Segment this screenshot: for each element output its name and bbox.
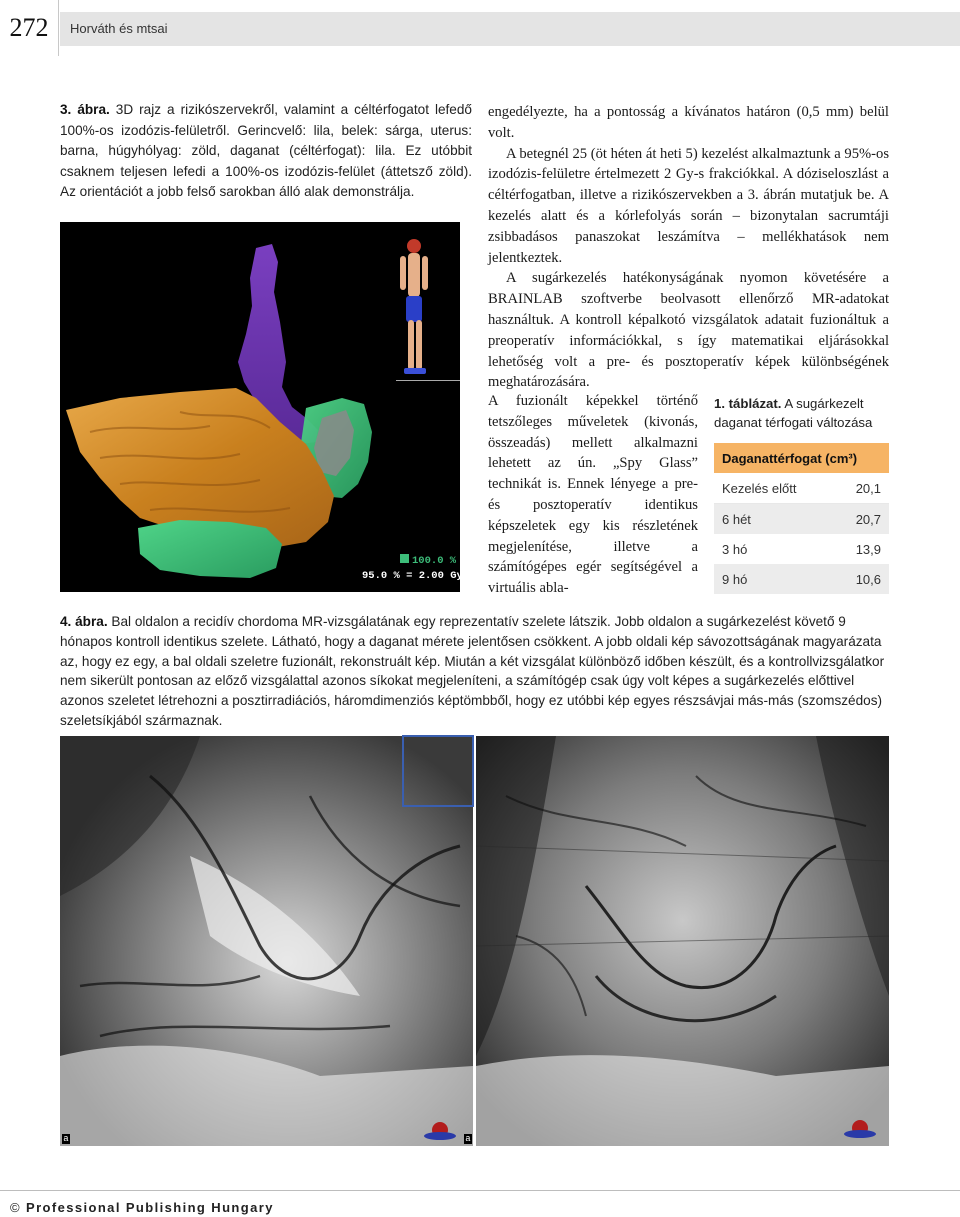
- legend-swatch: [400, 554, 409, 563]
- table-row: [714, 473, 889, 504]
- running-header-author: Horváth és mtsai: [70, 21, 168, 36]
- mri-left-image: [60, 736, 473, 1146]
- mri-left-panel: [60, 736, 473, 1146]
- legend-line1: 100.0 %: [412, 555, 457, 567]
- figure4-label: 4. ábra.: [60, 614, 108, 629]
- footer-rule: [0, 1190, 960, 1191]
- mri-right-letter: a: [465, 1134, 471, 1144]
- body-paragraph-2: A betegnél 25 (öt héten át heti 5) kezelést alkalmaztunk a 95%-os izodózis-felületre értelmezett 2 Gy-s frakciókkal. A dóziseloszlást a céltérfogatban, illetve a rizikószervekben a 3. ábrán mutatjuk be. A kezelés alatt és a kórlefolyás során – bizonytalan sacrumtáji zsibbadásos panaszokat leszámítva – mellékhatások nem jelentkeztek.: [488, 145, 889, 266]
- footer: [10, 1200, 274, 1215]
- mri-right-panel: [465, 736, 889, 1146]
- body-paragraph-4: A fuzionált képekkel történő tetszőleges műveletek (kivonás, összeadás) mellett alkalmazni lehetett az ún. „Spy Glass” technikát is. Ennek lényege a pre- és posztoperatív identikus képszeletek egy kis részletének megjelenítése, illetve a számítógépes egér segítségével a virtuális abla-: [488, 393, 698, 597]
- row-label: Kezelés előtt: [714, 473, 834, 504]
- table1-label: 1. táblázat.: [714, 396, 782, 411]
- publisher-name: Professional Publishing Hungary: [26, 1200, 274, 1215]
- row-value: 20,1: [834, 473, 889, 504]
- table-row: [714, 564, 889, 594]
- legend-line2: 95.0 % = 2.00 Gy: [362, 570, 463, 582]
- row-value: 13,9: [855, 541, 881, 557]
- orientation-figure: [396, 238, 460, 388]
- table1: [714, 443, 889, 594]
- body-paragraph-1: engedélyezte, ha a pontosság a kívánatos határon (0,5 mm) belül volt.: [488, 104, 889, 141]
- figure3-image: [60, 222, 463, 592]
- figure3-label: 3. ábra.: [60, 102, 110, 117]
- figure4-caption: [60, 612, 890, 731]
- table-row: [714, 504, 889, 535]
- mri-right-image: [476, 736, 889, 1146]
- table1-title: [714, 394, 890, 432]
- figure3-3d-render: [60, 222, 463, 592]
- figure3-caption: [60, 100, 472, 203]
- uterus-shape: [138, 520, 282, 578]
- body-text-narrow: [488, 391, 698, 599]
- mri-left-letter: a: [63, 1134, 69, 1144]
- row-value: 20,7: [834, 504, 889, 535]
- row-value: 10,6: [834, 564, 889, 594]
- body-text: [488, 102, 889, 393]
- figure4-caption-text: Bal oldalon a recidív chordoma MR-vizsgálatának egy reprezentatív szelete látszik. Jobb oldalon a sugárkezelést követő 9 hónapos kontroll identikus szelete. Látható, hogy a daganat mérete jelentősen csökkent. A jobb oldali kép sávozottságának magyarázata az, hogy ez egy, a bal oldali szeletre fuzionált, rekonstruált kép. Miután a két vizsgálat különböző időben készült, és a kontrollvizsgálatkor nem sikerült pontosan az előző vizsgálattal azonos síkokat megjeleníteni, a számítógép csak úgy volt képes a sugárkezelés előttivel azonos szeletet létrehozni a posztirradiációs, háromdimenziós képtömbből, hogy ez utóbbi kép egyes részsávjai más-más (szomszédos) szeletsíkjából származnak.: [60, 614, 885, 728]
- table1-title-text: A sugárkezelt daganat térfogati változása: [714, 396, 873, 430]
- header-band: [60, 12, 960, 46]
- row-label: 3 hó: [722, 541, 748, 557]
- page-number: 272: [0, 0, 59, 56]
- row-label: 6 hét: [714, 504, 834, 535]
- copyright-symbol: ©: [10, 1200, 21, 1215]
- table1-header: Daganattérfogat (cm³): [714, 443, 889, 473]
- table-row: [714, 534, 889, 564]
- body-paragraph-3: A sugárkezelés hatékonyságának nyomon követésére a BRAINLAB szoftverbe beolvasott ellenőrző MR-adatokat használtuk. A kontroll képalkotó vizsgálatok adatait fuzionáltuk a preoperatív információkkal, s így matematikai eljárásokkal lehetőség volt a pre- és posztoperatív képek különbségének meghatározására.: [488, 270, 889, 391]
- row-label: 9 hó: [714, 564, 834, 594]
- figure3-caption-text: 3D rajz a rizikószervekről, valamint a céltérfogatot lefedő 100%-os izodózis-felületről. Gerincvelő: lila, belek: sárga, uterus: barna, húgyhólyag: zöld, daganat (céltérfogat): lila. Ez utóbbit csaknem teljesen lefedi a 100%-os izodózis-felület (áttetsző zöld). Az orientációt a jobb felső sarokban álló alak demonstrálja.: [60, 102, 472, 200]
